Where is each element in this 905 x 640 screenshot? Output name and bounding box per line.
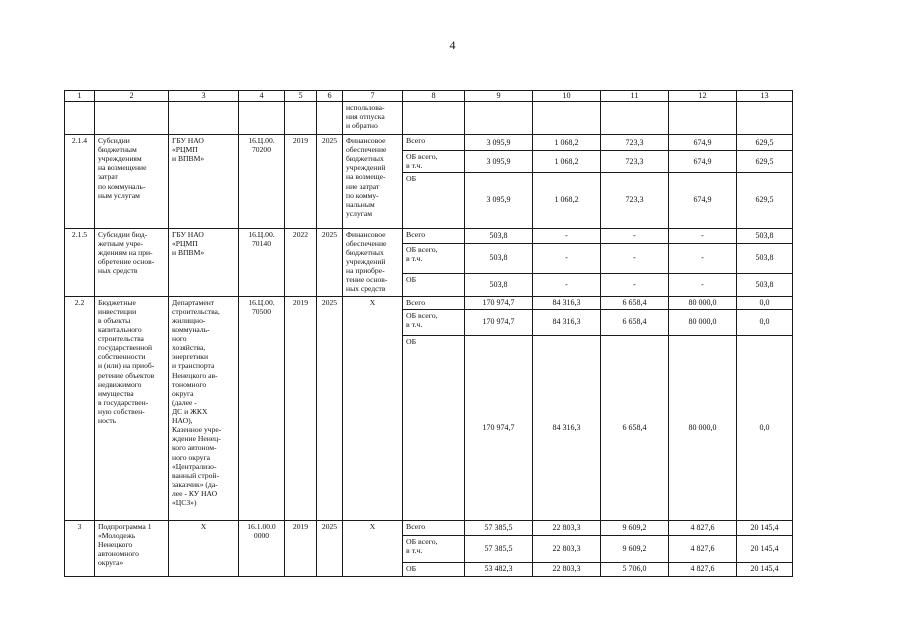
- value-cell: 503,8: [465, 228, 533, 243]
- row-start-year: 2019: [285, 296, 317, 520]
- value-cell: 1 068,2: [533, 172, 601, 228]
- header-cell: 8: [403, 91, 465, 102]
- source-label: ОБ всего, в т.ч.: [403, 151, 465, 173]
- header-cell: 5: [285, 91, 317, 102]
- value-cell: 20 145,4: [737, 520, 793, 535]
- row-name: Подпрограмма 1 «Молодежь Ненецкого автономного округа»: [95, 520, 169, 576]
- row-name: Субсидии бюд- жетным учре- ждениям на при- обретение основ- ных средств: [95, 228, 169, 296]
- value-cell: 53 482,3: [465, 562, 533, 576]
- value-cell: 9 609,2: [601, 520, 669, 535]
- header-cell: 7: [343, 91, 403, 102]
- row-end-year: 2025: [317, 520, 343, 576]
- row-end-year: 2025: [317, 135, 343, 229]
- value-cell: 6 658,4: [601, 296, 669, 309]
- row-purpose: Финансовое обеспечение бюджетных учреждений на приобре- тение основ- ных средств: [343, 228, 403, 296]
- value-cell: 503,8: [737, 273, 793, 296]
- row-executor: ГБУ НАО «РЦМП и ВПВМ»: [169, 135, 239, 229]
- row-start-year: 2019: [285, 520, 317, 576]
- source-label: ОБ всего, в т.ч.: [403, 309, 465, 335]
- value-cell: 1 068,2: [533, 135, 601, 151]
- header-cell: 4: [239, 91, 285, 102]
- row-code: 16.Ц.00. 70140: [239, 228, 285, 296]
- header-cell: 10: [533, 91, 601, 102]
- row-executor: Х: [169, 520, 239, 576]
- header-cell: 12: [669, 91, 737, 102]
- header-cell: 1: [65, 91, 95, 102]
- header-cell: 3: [169, 91, 239, 102]
- value-cell: 22 803,3: [533, 535, 601, 562]
- value-cell: 4 827,6: [669, 520, 737, 535]
- value-cell: -: [601, 243, 669, 273]
- source-label: Всего: [403, 520, 465, 535]
- value-cell: 170 974,7: [465, 335, 533, 520]
- row-code: 16.Ц.00. 70200: [239, 135, 285, 229]
- value-cell: -: [533, 228, 601, 243]
- value-cell: -: [669, 228, 737, 243]
- value-cell: 503,8: [465, 243, 533, 273]
- value-cell: 629,5: [737, 151, 793, 173]
- row-end-year: 2025: [317, 296, 343, 520]
- row-executor: Департамент строительства, жилищно- коммуналь- ного хозяйства, энергетики и транспорта Ненецкого ав- тономного округа (далее - ДС и ЖКХ НАО), Казенное учре- ждение Ненец- кого автоном- ного округа «Централизо- ванный строй- заказчик» (да- лее - КУ НАО «ЦСЗ»): [169, 296, 239, 520]
- row-executor: ГБУ НАО «РЦМП и ВПВМ»: [169, 228, 239, 296]
- header-cell: 9: [465, 91, 533, 102]
- table-row: [65, 520, 793, 535]
- value-cell: 22 803,3: [533, 562, 601, 576]
- value-cell: -: [601, 273, 669, 296]
- source-label: Всего: [403, 228, 465, 243]
- value-cell: 80 000,0: [669, 309, 737, 335]
- value-cell: 723,3: [601, 151, 669, 173]
- header-cell: 2: [95, 91, 169, 102]
- continuation-row: [65, 102, 793, 135]
- value-cell: 4 827,6: [669, 535, 737, 562]
- source-label: ОБ всего, в т.ч.: [403, 535, 465, 562]
- row-purpose: Финансовое обеспечение бюджетных учреждений на возмеще- ние затрат по комму- нальным услугам: [343, 135, 403, 229]
- value-cell: 674,9: [669, 172, 737, 228]
- value-cell: 84 316,3: [533, 309, 601, 335]
- value-cell: 57 385,5: [465, 535, 533, 562]
- row-name: Субсидии бюджетным учреждениям на возмещение затрат по коммуналь- ным услугам: [95, 135, 169, 229]
- value-cell: 5 706,0: [601, 562, 669, 576]
- value-cell: 84 316,3: [533, 296, 601, 309]
- budget-table: [64, 90, 793, 577]
- value-cell: 170 974,7: [465, 296, 533, 309]
- value-cell: 723,3: [601, 135, 669, 151]
- row-code: 16.1.00.0 0000: [239, 520, 285, 576]
- value-cell: 6 658,4: [601, 309, 669, 335]
- row-code: 16.Ц.00. 70500: [239, 296, 285, 520]
- page-number: 4: [449, 38, 456, 52]
- value-cell: 6 658,4: [601, 335, 669, 520]
- value-cell: -: [533, 243, 601, 273]
- value-cell: 674,9: [669, 151, 737, 173]
- value-cell: 3 095,9: [465, 135, 533, 151]
- value-cell: 629,5: [737, 135, 793, 151]
- source-label: ОБ: [403, 273, 465, 296]
- value-cell: 57 385,5: [465, 520, 533, 535]
- value-cell: 9 609,2: [601, 535, 669, 562]
- value-cell: 4 827,6: [669, 562, 737, 576]
- value-cell: 84 316,3: [533, 335, 601, 520]
- source-label: Всего: [403, 135, 465, 151]
- row-end-year: 2025: [317, 228, 343, 296]
- source-label: ОБ всего, в т.ч.: [403, 243, 465, 273]
- header-cell: 13: [737, 91, 793, 102]
- value-cell: -: [669, 273, 737, 296]
- value-cell: 723,3: [601, 172, 669, 228]
- value-cell: -: [533, 273, 601, 296]
- row-number: 2.1.5: [65, 228, 95, 296]
- value-cell: 20 145,4: [737, 535, 793, 562]
- value-cell: 3 095,9: [465, 151, 533, 173]
- row-start-year: 2022: [285, 228, 317, 296]
- header-cell: 11: [601, 91, 669, 102]
- row-number: 3: [65, 520, 95, 576]
- row-start-year: 2019: [285, 135, 317, 229]
- source-label: ОБ: [403, 562, 465, 576]
- table-row: [65, 228, 793, 243]
- value-cell: 80 000,0: [669, 296, 737, 309]
- header-row: [65, 91, 793, 102]
- value-cell: 22 803,3: [533, 520, 601, 535]
- value-cell: 80 000,0: [669, 335, 737, 520]
- header-cell: 6: [317, 91, 343, 102]
- value-cell: -: [601, 228, 669, 243]
- row-purpose: Х: [343, 520, 403, 576]
- table-row: [65, 296, 793, 309]
- value-cell: 3 095,9: [465, 172, 533, 228]
- row-name: Бюджетные инвестиции в объекты капитального строительства государственной собственности и (или) на приоб- ретение объектов недвижимого имущества в государствен- ную собствен- ность: [95, 296, 169, 520]
- value-cell: 170 974,7: [465, 309, 533, 335]
- value-cell: -: [669, 243, 737, 273]
- value-cell: 674,9: [669, 135, 737, 151]
- row-number: 2.2: [65, 296, 95, 520]
- source-label: ОБ: [403, 172, 465, 228]
- value-cell: 20 145,4: [737, 562, 793, 576]
- value-cell: 1 068,2: [533, 151, 601, 173]
- value-cell: 0,0: [737, 309, 793, 335]
- source-label: ОБ: [403, 335, 465, 520]
- value-cell: 503,8: [465, 273, 533, 296]
- purpose-continued: использова- ния отпуска и обратно: [343, 102, 403, 135]
- value-cell: 0,0: [737, 335, 793, 520]
- value-cell: 629,5: [737, 172, 793, 228]
- row-purpose: Х: [343, 296, 403, 520]
- row-number: 2.1.4: [65, 135, 95, 229]
- source-label: Всего: [403, 296, 465, 309]
- value-cell: 503,8: [737, 243, 793, 273]
- value-cell: 0,0: [737, 296, 793, 309]
- table-row: [65, 135, 793, 151]
- value-cell: 503,8: [737, 228, 793, 243]
